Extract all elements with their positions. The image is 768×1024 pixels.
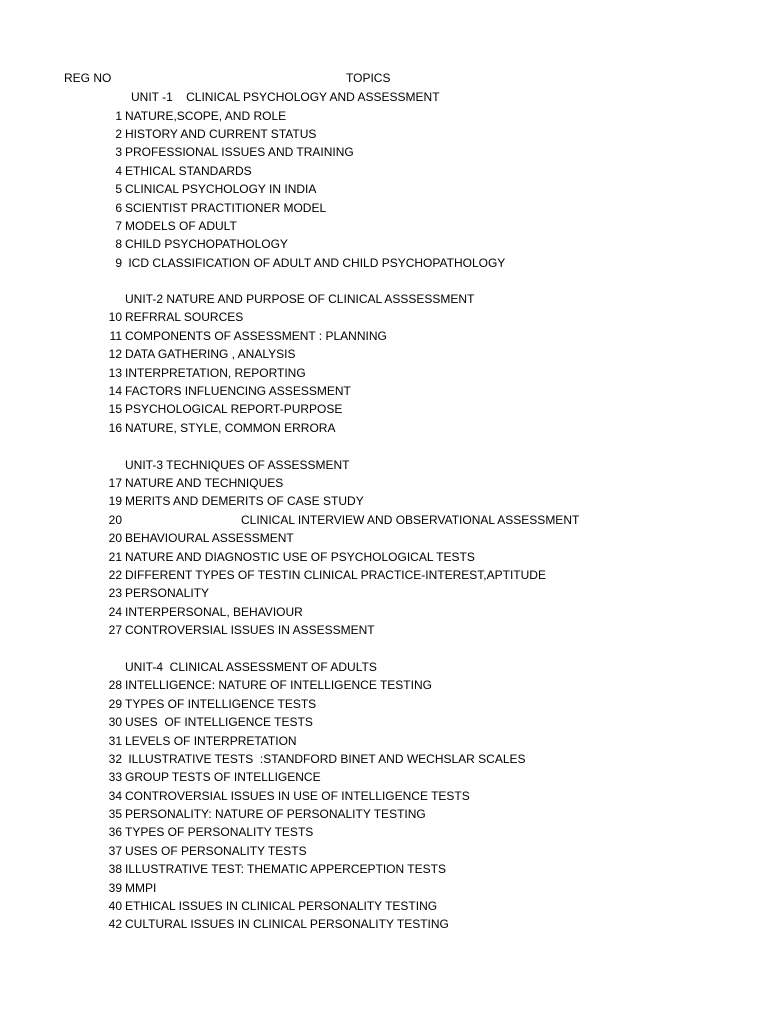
row-number: 32 <box>108 752 122 766</box>
row-topic: GROUP TESTS OF INTELLIGENCE <box>125 770 321 784</box>
row-topic: INTERPRETATION, REPORTING <box>125 366 306 380</box>
row-number: 3 <box>115 145 122 159</box>
row-topic: USES OF PERSONALITY TESTS <box>125 844 307 858</box>
row-number: 7 <box>115 219 122 233</box>
row-topic: ICD CLASSIFICATION OF ADULT AND CHILD PSYCHOPATHOLOGY <box>125 256 506 270</box>
row-topic: MERITS AND DEMERITS OF CASE STUDY <box>125 494 364 508</box>
row-topic: HISTORY AND CURRENT STATUS <box>125 127 317 141</box>
row-topic: SCIENTIST PRACTITIONER MODEL <box>125 201 327 215</box>
row-number: 42 <box>108 917 122 931</box>
unit-2-title: UNIT-2 NATURE AND PURPOSE OF CLINICAL ASSSESSMENT <box>125 292 475 306</box>
row-number: 36 <box>108 825 122 839</box>
unit-1-title: UNIT -1 CLINICAL PSYCHOLOGY AND ASSESSMENT <box>131 90 440 104</box>
row-topic: TYPES OF PERSONALITY TESTS <box>125 825 314 839</box>
row-topic: NATURE, STYLE, COMMON ERRORA <box>125 421 336 435</box>
row-number: 34 <box>108 789 122 803</box>
row-number: 30 <box>108 715 122 729</box>
row-topic: CULTURAL ISSUES IN CLINICAL PERSONALITY TESTING <box>125 917 449 931</box>
row-topic: PERSONALITY <box>125 586 210 600</box>
row-topic: MODELS OF ADULT <box>125 219 237 233</box>
row-number: 15 <box>108 402 122 416</box>
row-number: 31 <box>108 734 122 748</box>
row-number: 2 <box>115 127 122 141</box>
row-number: 11 <box>109 329 122 343</box>
row-number: 40 <box>108 899 122 913</box>
row-topic: ETHICAL STANDARDS <box>125 164 252 178</box>
unit-4-title: UNIT-4 CLINICAL ASSESSMENT OF ADULTS <box>125 660 377 674</box>
row-number: 24 <box>108 605 122 619</box>
row-topic: CHILD PSYCHOPATHOLOGY <box>125 237 288 251</box>
row-number: 20 <box>108 513 122 527</box>
row-number: 10 <box>108 310 122 324</box>
row-topic: DIFFERENT TYPES OF TESTIN CLINICAL PRACTICE-INTEREST,APTITUDE <box>125 568 546 582</box>
row-topic: PSYCHOLOGICAL REPORT-PURPOSE <box>125 402 343 416</box>
row-topic: INTELLIGENCE: NATURE OF INTELLIGENCE TESTING <box>125 678 432 692</box>
row-number: 20 <box>108 531 122 545</box>
row-topic: INTERPERSONAL, BEHAVIOUR <box>125 605 303 619</box>
unit-3-title: UNIT-3 TECHNIQUES OF ASSESSMENT <box>125 458 350 472</box>
row-number: 19 <box>108 494 122 508</box>
row-number: 28 <box>108 678 122 692</box>
row-number: 35 <box>108 807 122 821</box>
row-number: 6 <box>115 201 122 215</box>
row-number: 23 <box>108 586 122 600</box>
row-topic: NATURE AND TECHNIQUES <box>125 476 284 490</box>
row-topic: ILLUSTRATIVE TESTS :STANDFORD BINET AND WECHSLAR SCALES <box>125 752 526 766</box>
row-topic: ILLUSTRATIVE TEST: THEMATIC APPERCEPTION TESTS <box>125 862 446 876</box>
row-number: 12 <box>108 347 122 361</box>
row-number: 16 <box>108 421 122 435</box>
row-topic: CLINICAL INTERVIEW AND OBSERVATIONAL ASSESSMENT <box>241 513 580 527</box>
row-number: 27 <box>108 623 122 637</box>
row-topic: PROFESSIONAL ISSUES AND TRAINING <box>125 145 354 159</box>
row-number: 17 <box>108 476 122 490</box>
row-topic: LEVELS OF INTERPRETATION <box>125 734 297 748</box>
topics-header: TOPICS <box>346 71 391 85</box>
row-topic: MMPI <box>125 881 157 895</box>
row-topic: ETHICAL ISSUES IN CLINICAL PERSONALITY TESTING <box>125 899 438 913</box>
row-number: 38 <box>108 862 122 876</box>
row-number: 8 <box>115 237 122 251</box>
row-number: 22 <box>108 568 122 582</box>
row-number: 9 <box>115 256 122 270</box>
row-topic: BEHAVIOURAL ASSESSMENT <box>125 531 294 545</box>
row-topic: PERSONALITY: NATURE OF PERSONALITY TESTING <box>125 807 426 821</box>
row-number: 14 <box>108 384 122 398</box>
row-number: 21 <box>108 550 122 564</box>
row-number: 13 <box>108 366 122 380</box>
row-topic: DATA GATHERING , ANALYSIS <box>125 347 296 361</box>
row-number: 39 <box>108 881 122 895</box>
row-topic: USES OF INTELLIGENCE TESTS <box>125 715 313 729</box>
row-number: 5 <box>115 182 122 196</box>
row-number: 4 <box>115 164 122 178</box>
row-number: 1 <box>115 109 122 123</box>
row-topic: CONTROVERSIAL ISSUES IN ASSESSMENT <box>125 623 375 637</box>
row-topic: REFRRAL SOURCES <box>125 310 244 324</box>
row-topic: TYPES OF INTELLIGENCE TESTS <box>125 697 317 711</box>
row-topic: NATURE AND DIAGNOSTIC USE OF PSYCHOLOGICAL TESTS <box>125 550 475 564</box>
row-topic: COMPONENTS OF ASSESSMENT : PLANNING <box>125 329 387 343</box>
row-topic: CLINICAL PSYCHOLOGY IN INDIA <box>125 182 317 196</box>
row-topic: FACTORS INFLUENCING ASSESSMENT <box>125 384 351 398</box>
row-topic: CONTROVERSIAL ISSUES IN USE OF INTELLIGENCE TESTS <box>125 789 470 803</box>
row-topic: NATURE,SCOPE, AND ROLE <box>125 109 287 123</box>
row-number: 33 <box>108 770 122 784</box>
reg-no-header: REG NO <box>64 71 112 85</box>
row-number: 37 <box>108 844 122 858</box>
row-number: 29 <box>108 697 122 711</box>
